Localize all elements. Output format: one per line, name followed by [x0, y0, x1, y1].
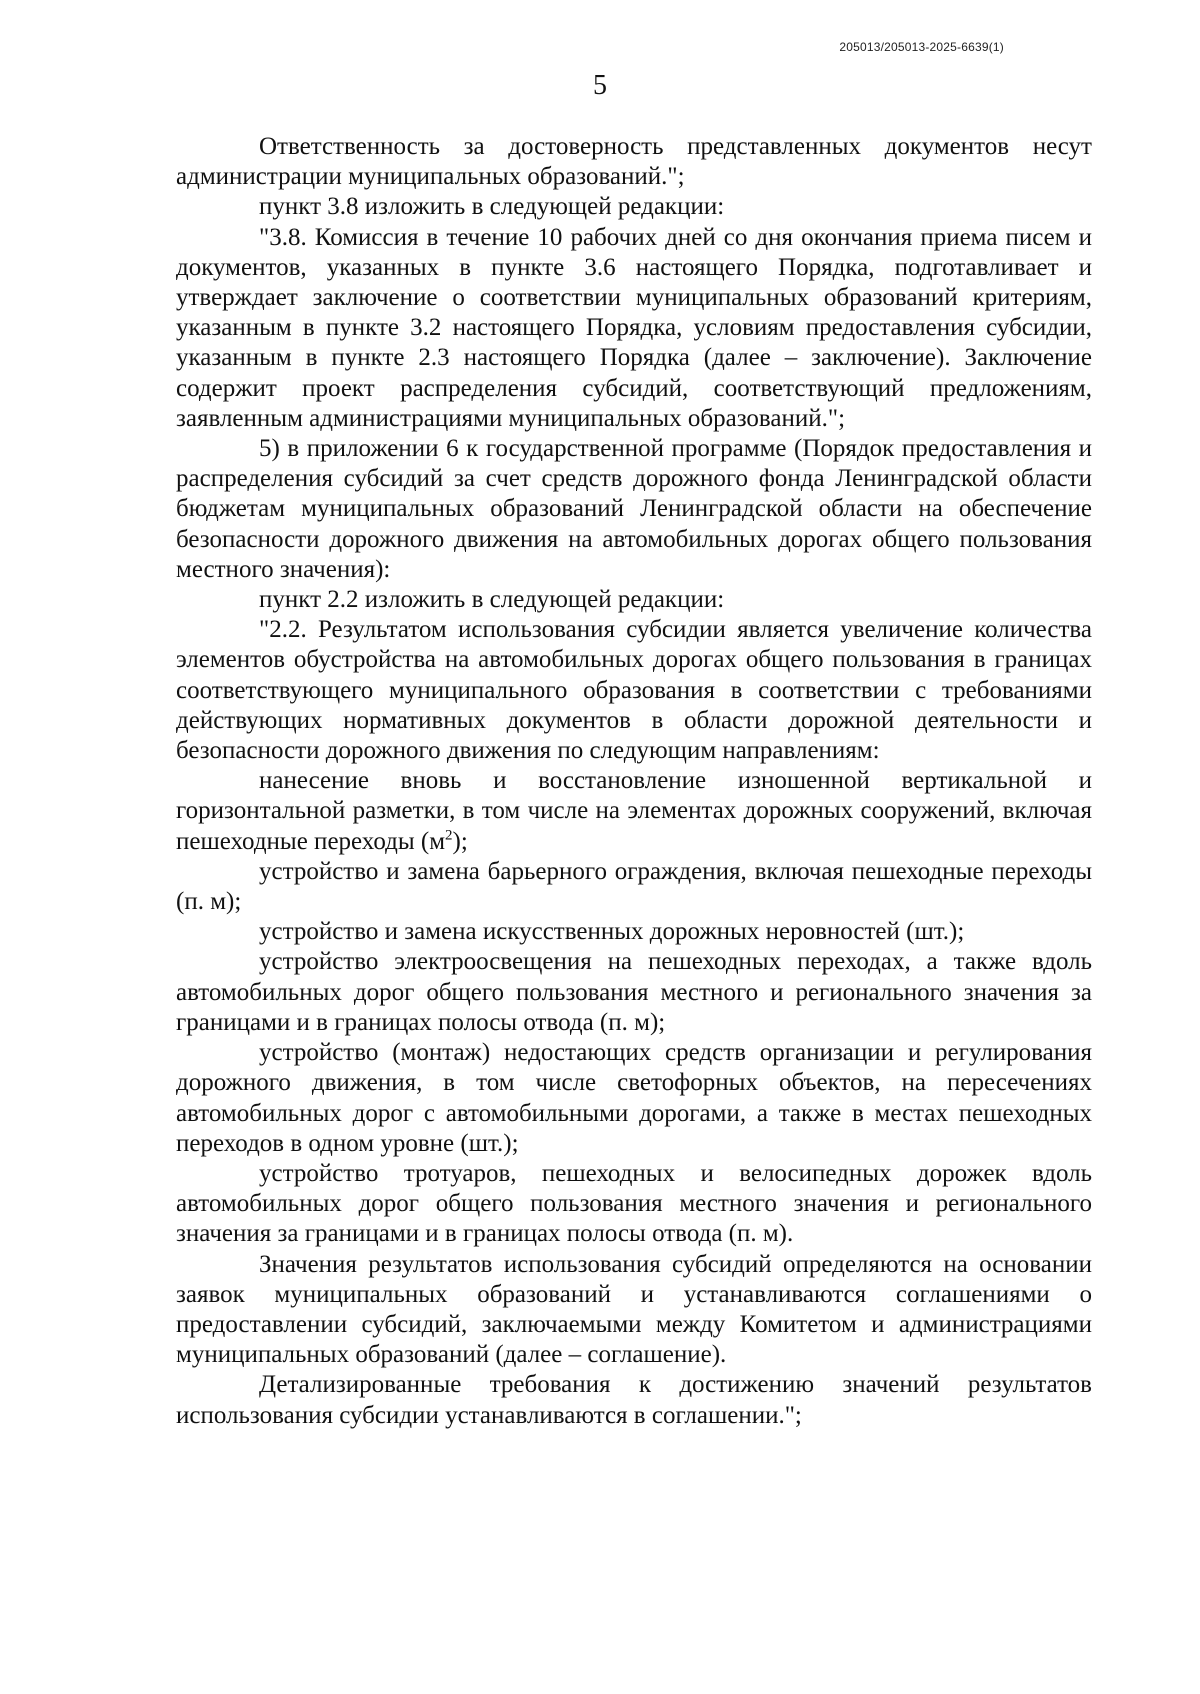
- paragraph: пункт 3.8 изложить в следующей редакции:: [259, 193, 725, 221]
- paragraph: устройство тротуаров, пешеходных и велосипедных дорожек вдоль автомобильных дорог общего пользования местного значения и регионального значения за границами и в границах полосы отвода (п. м).: [176, 1159, 1092, 1248]
- markings-tail: );: [452, 827, 468, 855]
- paragraph: Значения результатов использования субсидий определяются на основании заявок муниципальных образований и устанавливаются соглашениями о предоставлении субсидий, заключаемыми между Комитетом и администрациями муниципальных образований (далее – соглашение).: [176, 1250, 1092, 1369]
- paragraph: Детализированные требования к достижению значений результатов использования субсидии устанавливаются в соглашении.";: [176, 1371, 1092, 1429]
- document-id: 205013/205013-2025-6639(1): [839, 40, 1004, 54]
- markings-text: нанесение вновь и восстановление изношенной вертикальной и горизонтальной разметки, в том числе на элементах дорожных сооружений, включая пешеходные переходы (м: [176, 767, 1092, 855]
- paragraph: Ответственность за достоверность представленных документов несут администрации муниципальных образований.";: [176, 133, 1092, 191]
- paragraph: 5) в приложении 6 к государственной программе (Порядок предоставления и распределения субсидий за счет средств дорожного фонда Ленинградской области бюджетам муниципальных образований Ленинградской области на обеспечение безопасности дорожного движения на автомобильных дорогах общего пользования местного значения):: [176, 435, 1092, 583]
- paragraph: устройство (монтаж) недостающих средств организации и регулирования дорожного движения, в том числе светофорных объектов, на пересечениях автомобильных дорог с автомобильными дорогами, а также в местах пешеходных переходов в одном уровне (шт.);: [176, 1039, 1092, 1157]
- paragraph: устройство электроосвещения на пешеходных переходах, а также вдоль автомобильных дорог общего пользования местного и регионального значения за границами и в границах полосы отвода (п. м);: [176, 948, 1092, 1036]
- paragraph-markings: [176, 766, 1092, 857]
- paragraph: "2.2. Результатом использования субсидии является увеличение количества элементов обустройства на автомобильных дорогах общего пользования в границах соответствующего муниципального образования в соответствии с требованиями действующих нормативных документов в области дорожной деятельности и безопасности дорожного движения по следующим направлениям:: [176, 616, 1092, 765]
- paragraph: устройство и замена искусственных дорожных неровностей (шт.);: [259, 918, 965, 946]
- document-body: [176, 132, 1092, 1431]
- paragraph: пункт 2.2 изложить в следующей редакции:: [259, 586, 725, 614]
- page-number: 5: [593, 70, 607, 101]
- superscript: 2: [445, 827, 453, 844]
- paragraph: устройство и замена барьерного ограждения, включая пешеходные переходы (п. м);: [176, 857, 1092, 916]
- paragraph: "3.8. Комиссия в течение 10 рабочих дней со дня окончания приема писем и документов, указанных в пункте 3.6 настоящего Порядка, подготавливает и утверждает заключение о соответствии муниципальных образований критериям, указанным в пункте 3.2 настоящего Порядка, условиям предоставления субсидии, указанным в пункте 2.3 настоящего Порядка (далее – заключение). Заключение содержит проект распределения субсидий, соответствующий предложениям, заявленным администрациями муниципальных образований.";: [176, 223, 1092, 432]
